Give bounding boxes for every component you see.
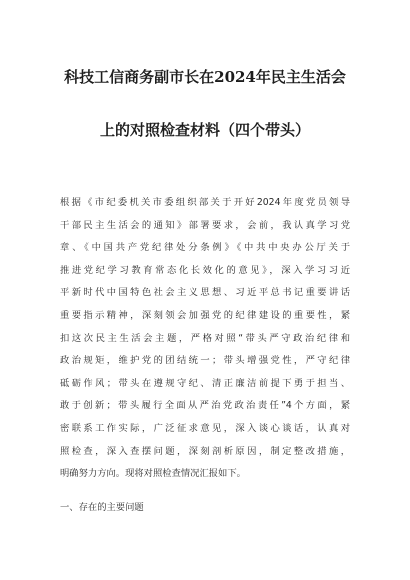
body-line: 干部民主生活会的通知》部署要求，会前，我认真学习党 bbox=[60, 219, 350, 231]
body-line: 照检查，深入查摆问题，深刻剖析原因，制定整改措施， bbox=[60, 445, 350, 457]
document-title-line-1: 科技工信商务副市长在2024年民主生活会 bbox=[64, 68, 346, 86]
body-line: 扣这次民主生活会主题，严格对照“带头严守政治纪律和 bbox=[60, 332, 350, 344]
body-paragraph bbox=[60, 192, 350, 486]
body-line: 密联系工作实际，广泛征求意见，深入谈心谈话，认真对 bbox=[60, 422, 350, 434]
section-heading: 一、存在的主要问题 bbox=[60, 502, 144, 513]
body-line: 政治规矩，维护党的团结统一；带头增强党性，严守纪律 bbox=[60, 355, 350, 367]
body-line: 根据《市纪委机关市委组织部关于开好2024年度党员领导 bbox=[60, 197, 350, 208]
body-line: 明确努力方向。现将对照检查情况汇报如下。 bbox=[60, 468, 246, 480]
body-line: 章、《中国共产党纪律处分条例》《中共中央办公厅关于 bbox=[60, 242, 350, 254]
body-line: 敢于创新；带头履行全面从严治党政治责任”4个方面，紧 bbox=[60, 400, 350, 412]
body-line: 砥砺作风；带头在遵规守纪、清正廉洁前提下勇于担当、 bbox=[60, 377, 350, 389]
document-title-line-2: 上的对照检查材料（四个带头） bbox=[99, 121, 310, 139]
body-line: 重要指示精神，深刻领会加强党的纪律建设的重要性，紧 bbox=[60, 309, 350, 321]
body-line: 平新时代中国特色社会主义思想、习近平总书记重要讲话 bbox=[60, 287, 350, 299]
body-line: 推进党纪学习教育常态化长效化的意见》，深入学习习近 bbox=[60, 264, 350, 276]
